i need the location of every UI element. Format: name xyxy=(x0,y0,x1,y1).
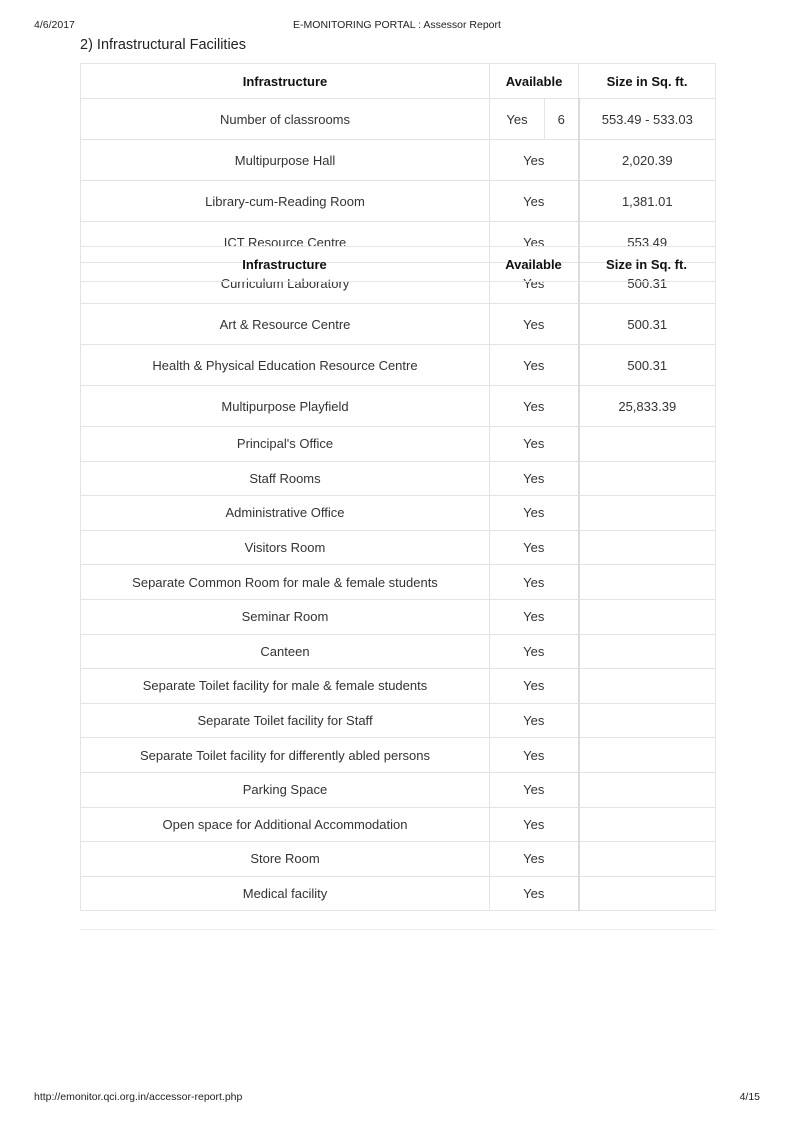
size-value: 500.31 xyxy=(579,304,716,345)
infrastructure-name: Separate Toilet facility for Staff xyxy=(81,703,490,738)
size-value: 1,381.01 xyxy=(579,181,716,222)
infrastructure-table xyxy=(80,63,716,911)
size-value xyxy=(579,807,716,842)
table-row xyxy=(81,807,716,842)
infrastructure-name: Separate Toilet facility for differently abled persons xyxy=(81,738,490,773)
available-value: Yes xyxy=(490,345,579,386)
repeated-header-size: Size in Sq. ft. xyxy=(606,257,687,272)
infrastructure-name: Separate Toilet facility for male & female students xyxy=(81,669,490,704)
table-row xyxy=(81,304,716,345)
infrastructure-name: Visitors Room xyxy=(81,530,490,565)
classroom-count: 6 xyxy=(545,99,579,140)
infrastructure-name: Principal's Office xyxy=(81,427,490,462)
print-footer xyxy=(34,1091,760,1105)
table-row xyxy=(81,738,716,773)
available-value: Yes xyxy=(490,140,579,181)
size-value xyxy=(579,427,716,462)
size-value xyxy=(579,876,716,911)
infrastructure-name: Curriculum Laboratory xyxy=(81,263,490,304)
available-value: Yes xyxy=(490,807,579,842)
size-value xyxy=(579,461,716,496)
available-value: Yes xyxy=(490,703,579,738)
size-value: 553.49 - 533.03 xyxy=(579,99,716,140)
table-row xyxy=(81,669,716,704)
section-title: 2) Infrastructural Facilities xyxy=(80,37,246,53)
available-value: Yes xyxy=(490,427,579,462)
size-value xyxy=(579,530,716,565)
size-value xyxy=(579,599,716,634)
infrastructure-name: Store Room xyxy=(81,842,490,877)
available-value: Yes xyxy=(490,842,579,877)
size-value xyxy=(579,669,716,704)
table-row xyxy=(81,565,716,600)
infrastructure-name: ICT Resource Centre xyxy=(81,222,490,263)
available-value: Yes xyxy=(490,530,579,565)
table-row xyxy=(81,842,716,877)
infrastructure-name: Health & Physical Education Resource Centre xyxy=(81,345,490,386)
available-value: Yes xyxy=(490,99,545,140)
repeated-header-infrastructure: Infrastructure xyxy=(242,257,327,272)
repeated-header-available: Available xyxy=(505,257,562,272)
infrastructure-name: Canteen xyxy=(81,634,490,669)
table-header-row xyxy=(81,64,716,99)
table-row xyxy=(81,386,716,427)
column-header-infrastructure: Infrastructure xyxy=(81,64,490,99)
available-value: Yes xyxy=(490,772,579,807)
infrastructure-name: Multipurpose Playfield xyxy=(81,386,490,427)
infrastructure-name: Number of classrooms xyxy=(81,99,490,140)
available-value: Yes xyxy=(490,876,579,911)
size-value xyxy=(579,634,716,669)
size-value xyxy=(579,738,716,773)
infrastructure-name: Separate Common Room for male & female students xyxy=(81,565,490,600)
size-value xyxy=(579,842,716,877)
table-row xyxy=(81,461,716,496)
print-header xyxy=(34,19,760,33)
size-value xyxy=(579,772,716,807)
table-row xyxy=(81,345,716,386)
table-row xyxy=(81,140,716,181)
size-value: 25,833.39 xyxy=(579,386,716,427)
available-value: Yes xyxy=(490,634,579,669)
size-value xyxy=(579,703,716,738)
infrastructure-name: Seminar Room xyxy=(81,599,490,634)
available-value: Yes xyxy=(490,386,579,427)
table-row xyxy=(81,599,716,634)
bottom-divider xyxy=(80,929,715,930)
available-value: Yes xyxy=(490,461,579,496)
table-row xyxy=(81,99,716,140)
print-url: http://emonitor.qci.org.in/accessor-report.php xyxy=(34,1091,243,1103)
table-row xyxy=(81,634,716,669)
size-value: 2,020.39 xyxy=(579,140,716,181)
available-value: Yes xyxy=(490,738,579,773)
size-value xyxy=(579,496,716,531)
infrastructure-name: Multipurpose Hall xyxy=(81,140,490,181)
available-value: Yes xyxy=(490,181,579,222)
table-row xyxy=(81,772,716,807)
table-row xyxy=(81,427,716,462)
available-value: Yes xyxy=(490,669,579,704)
table-row xyxy=(81,703,716,738)
repeated-table-header xyxy=(80,246,715,282)
size-value xyxy=(579,565,716,600)
print-date: 4/6/2017 xyxy=(34,19,75,31)
infrastructure-name: Open space for Additional Accommodation xyxy=(81,807,490,842)
table-row xyxy=(81,876,716,911)
available-value: Yes xyxy=(490,263,579,304)
page-number: 4/15 xyxy=(739,1091,760,1103)
infrastructure-name: Medical facility xyxy=(81,876,490,911)
table-row xyxy=(81,530,716,565)
table-row xyxy=(81,181,716,222)
infrastructure-name: Staff Rooms xyxy=(81,461,490,496)
table-row xyxy=(81,496,716,531)
available-value: Yes xyxy=(490,599,579,634)
available-value: Yes xyxy=(490,304,579,345)
available-value: Yes xyxy=(490,496,579,531)
infrastructure-name: Art & Resource Centre xyxy=(81,304,490,345)
column-header-available: Available xyxy=(490,64,579,99)
available-value: Yes xyxy=(490,222,579,263)
infrastructure-name: Library-cum-Reading Room xyxy=(81,181,490,222)
infrastructure-name: Parking Space xyxy=(81,772,490,807)
print-title: E-MONITORING PORTAL : Assessor Report xyxy=(293,19,501,31)
size-value: 500.31 xyxy=(579,345,716,386)
infrastructure-name: Administrative Office xyxy=(81,496,490,531)
column-header-size: Size in Sq. ft. xyxy=(579,64,716,99)
size-value: 500.31 xyxy=(579,263,716,304)
available-value: Yes xyxy=(490,565,579,600)
size-value: 553.49 xyxy=(579,222,716,263)
